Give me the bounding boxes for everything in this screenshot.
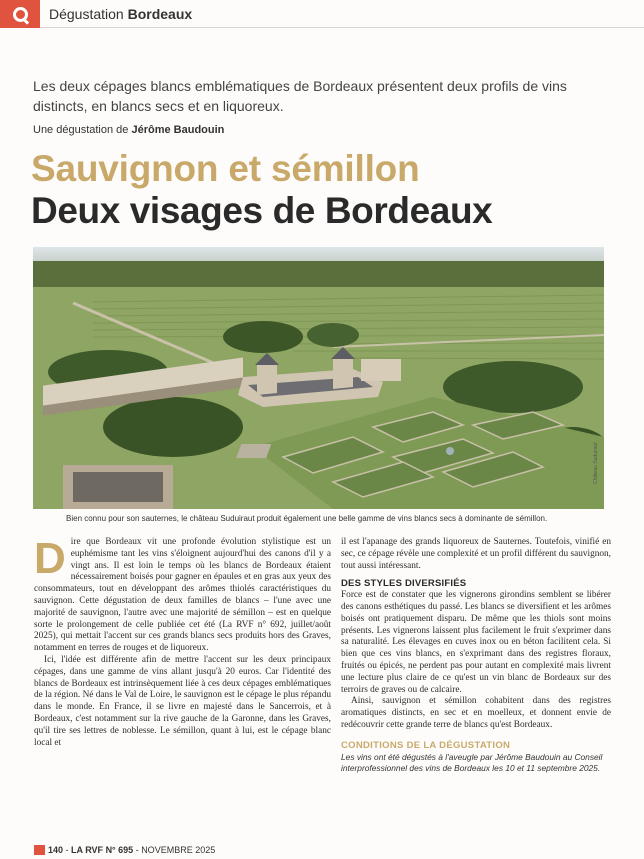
paragraph-4: Force est de constater que les vignerons girondins semblent se libérer des canons esthétiques du passé. Les blancs se diversifient et les arômes boisés ont pratiquement disparu. De même que les thiols sont moins présents. Les vignerons laissent plus facilement le fruit s'exprimer dans sa naturalité. Les élevages en cuves inox ou en béton facilitent cela. Si bien que ces vins blancs, en s'exprimant dans des registres floraux, fruités ou épicés, ne perdent pas pour autant en complexité mais livrent une lecture plus claire de ce qu'est un vin blanc de Bordeaux sur des terroirs de graves ou de calcaire. (341, 590, 611, 695)
chateau-photo (33, 247, 604, 509)
magazine-name: LA RVF (71, 845, 104, 855)
page-number: 140 (48, 845, 64, 855)
page-footer (34, 845, 215, 855)
conditions-text: Les vins ont été dégustés à l'aveugle par Jérôme Baudouin au Conseil interprofessionnel des vins de Bordeaux les 10 et 11 septembre 2025. (341, 751, 603, 773)
issue-number: N° 695 (105, 845, 134, 855)
section-prefix: Dégustation (49, 6, 124, 22)
paragraph-5: Ainsi, sauvignon et sémillon cohabitent dans des registres aromatiques distincts, en sec et en moelleux, et donnent envie de redécouvrir cette grande terre de blancs qu'est Bordeaux. (341, 696, 611, 730)
byline-prefix: Une dégustation de (33, 124, 129, 136)
page-header (0, 0, 644, 28)
section-subhead: DES STYLES DIVERSIFIÉS (341, 578, 467, 590)
byline (33, 124, 224, 136)
magnifier-icon (13, 7, 28, 22)
footer-logo-icon (34, 845, 45, 855)
paragraph-1 (34, 534, 331, 655)
intro-text: Les deux cépages blancs emblématiques de Bordeaux présentent deux profils de vins distincts, en blancs secs et en liquoreux. (33, 78, 567, 114)
aerial-vineyard-illustration (33, 247, 604, 509)
paragraph-1-text: ire que Bordeaux vit une profonde évolution stylistique est un euphémisme tant les vins s'éloignent aujourd'hui des canons d'il y a vingt ans. Il est loin le temps où les blancs de Bordeaux étaient nécessairement boisés pour gagner en épaules et en gras aux yeux des consommateurs, tout en développant des arômes thiolés caractéristiques du sauvignon. Cette dégustation de deux familles de blancs – l'une avec une majorité de sauvignon, l'autre avec une majorité de sémillon – est en quelque sorte le prolongement de celle publiée cet été (La RVF n° 692, juillet/août 2025), qui mettait l'accent sur ces grands blancs secs produits hors des Graves, notamment en terres de rouges et de liquoreux. (34, 537, 331, 654)
paragraph-3: il est l'apanage des grands liquoreux de Sauternes. Toutefois, vinifié en sec, ce cépage révèle une complexité et un profil différent du sauvignon, tout aussi intéressant. (341, 537, 611, 571)
footer-sep-2: - (133, 845, 142, 855)
section-region: Bordeaux (127, 6, 193, 22)
paragraph-2: Ici, l'idée est différente afin de mettre l'accent sur les deux principaux cépages, dans une gamme de vins allant jusqu'à 20 euros. Car l'identité des blancs de Bordeaux est intrinsèquement liée à ces deux cépages emblématiques de la région. Né dans le Val de Loire, le sauvignon est le cépage le plus répandu dans le monde. En France, il se livre en majesté dans le Sancerrois, et à Bordeaux, c'est notamment sur la rive gauche de la Garonne, dans les Graves, qu'il tire ses lettres de noblesse. Le sémillon, quant à lui, est le cépage blanc local et (34, 654, 331, 748)
section-label (49, 6, 192, 22)
photo-caption: Bien connu pour son sauternes, le château Suduiraut produit également une belle gamme de vins blancs secs à dominante de sémillon. (66, 514, 548, 523)
photo-credit: Château Suduiraut (593, 442, 599, 484)
conditions-title: CONDITIONS DE LA DÉGUSTATION (341, 739, 511, 751)
drop-cap: D (34, 534, 66, 583)
magazine-logo (0, 0, 40, 28)
byline-author: Jérôme Baudouin (131, 124, 225, 136)
article-title: Sauvignon et sémillon (31, 148, 420, 189)
article-column-left (34, 534, 331, 749)
article-column-right (341, 537, 611, 774)
article-subtitle: Deux visages de Bordeaux (31, 190, 493, 231)
issue-date: NOVEMBRE 2025 (141, 845, 216, 855)
footer-sep-1: - (63, 845, 72, 855)
